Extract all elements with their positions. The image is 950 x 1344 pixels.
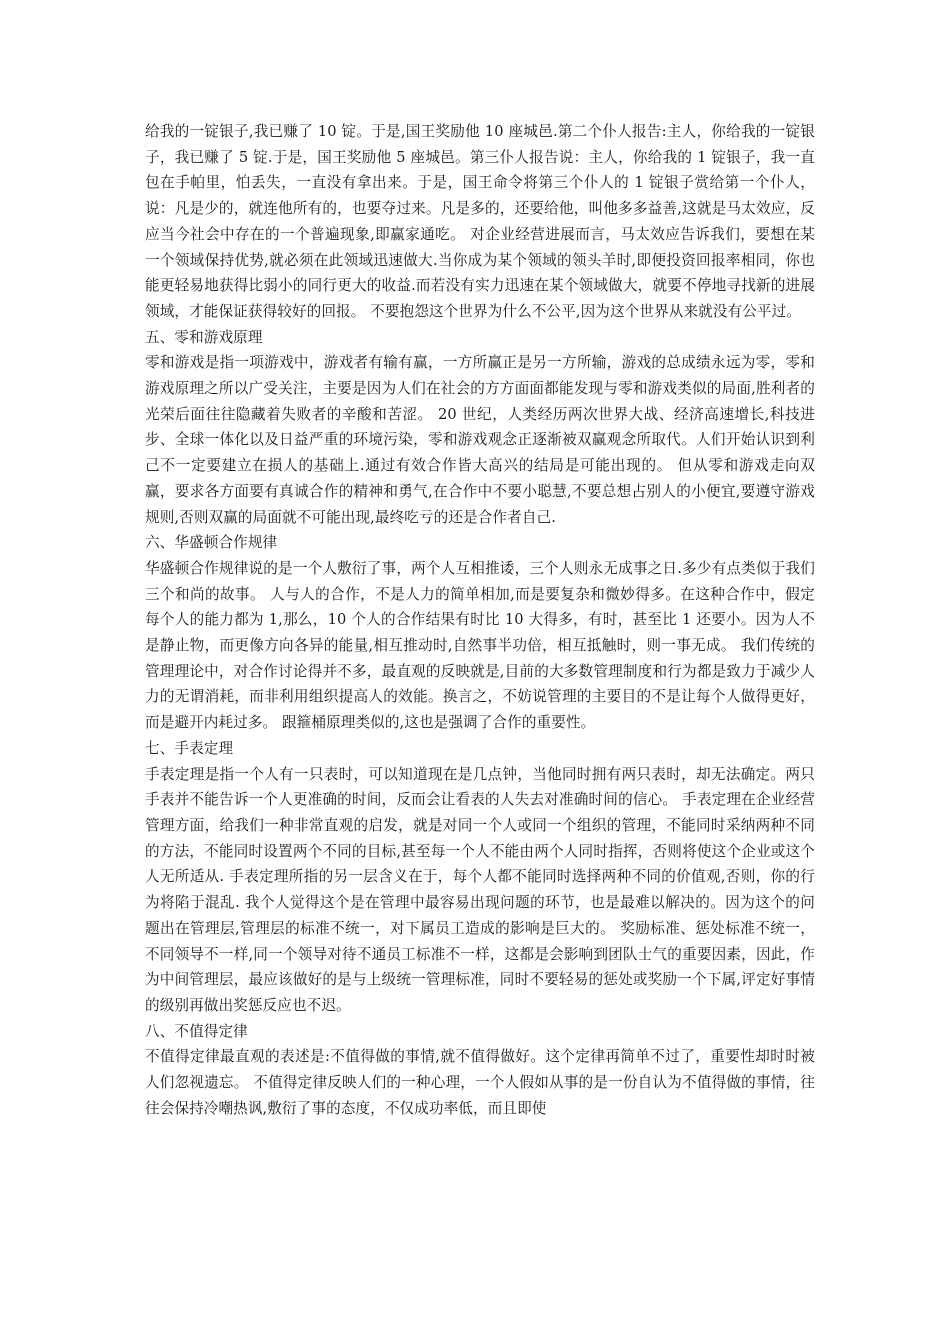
section-heading-washington: 六、华盛顿合作规律 bbox=[145, 534, 278, 552]
section-heading-zero-sum: 五、零和游戏原理 bbox=[145, 328, 263, 346]
paragraph-watch-theorem: 手表定理是指一个人有一只表时，可以知道现在是几点钟，当他同时拥有两只表时，却无法确定。两只手表并不能告诉一个人更准确的时间，反而会让看表的人失去对准确时间的信心。 手表定理在企业经营管理方面，给我们一种非常直观的启发，就是对同一个人或同一个组织的管理，不能同时采纳两种不同的方法，不能同时设置两个不同的目标,甚至每一个人不能由两个人同时指挥，否则将使这个企业或这个人无所适从. 手表定理所指的另一层含义在于，每个人都不能同时选择两种不同的价值观,否则，你的行为将陷于混乱. 我个人觉得这个是在管理中最容易出现问题的环节，也是最难以解决的。因为这个的问题出在管理层,管理层的标准不统一，对下属员工造成的影响是巨大的。 奖励标准、惩处标准不统一，不同领导不一样,同一个领导对待不通员工标准不一样，这都是会影响到团队士气的重要因素，因此，作为中间管理层，最应该做好的是与上级统一管理标准，同时不要轻易的惩处或奖励一个下属,评定好事情的级别再做出奖惩反应也不迟。 bbox=[145, 765, 815, 1014]
document-page bbox=[145, 119, 815, 1121]
paragraph-matthew-effect: 给我的一锭银子,我已赚了 10 锭。于是,国王奖励他 10 座城邑.第二个仆人报告:主人，你给我的一锭银子，我已赚了 5 锭.于是，国王奖励他 5 座城邑。第三仆人报告说：主人，你给我的 1 锭银子，我一直包在手帕里，怕丢失，一直没有拿出来。于是，国王命令将第三个仆人的 1 锭银子赏给第一个仆人，说：凡是少的，就连他所有的，也要夺过来。凡是多的，还要给他，叫他多多益善,这就是马太效应，反应当今社会中存在的一个普遍现象,即赢家通吃。 对企业经营进展而言，马太效应告诉我们，要想在某一个领域保持优势,就必须在此领域迅速做大.当你成为某个领域的领头羊时,即便投资回报率相同，你也能更轻易地获得比弱小的同行更大的收益.而若没有实力迅速在某个领域做大，就要不停地寻找新的进展领域，才能保证获得较好的回报。 不要抱怨这个世界为什么不公平,因为这个世界从来就没有公平过。 bbox=[145, 123, 815, 320]
paragraph-washington: 华盛顿合作规律说的是一个人敷衍了事，两个人互相推诿，三个人则永无成事之日.多少有点类似于我们三个和尚的故事。 人与人的合作，不是人力的简单相加,而是要复杂和微妙得多。在这种合作中，假定每个人的能力都为 1,那么，10 个人的合作结果有时比 10 大得多，有时，甚至比 1 还要小。因为人不是静止物，而更像方向各异的能量,相互推动时,自然事半功倍，相互抵触时，则一事无成。 我们传统的管理理论中，对合作讨论得并不多，最直观的反映就是,目前的大多数管理制度和行为都是致力于减少人力的无谓消耗，而非利用组织提高人的效能。换言之，不妨说管理的主要目的不是让每个人做得更好，而是避开内耗过多。 跟箍桶原理类似的,这也是强调了合作的重要性。 bbox=[145, 559, 815, 732]
paragraph-not-worth: 不值得定律最直观的表述是:不值得做的事情,就不值得做好。这个定律再简单不过了，重要性却时时被人们忽视遗忘。 不值得定律反映人们的一种心理，一个人假如从事的是一份自认为不值得做的事情，往往会保持冷嘲热讽,敷衍了事的态度，不仅成功率低，而且即使 bbox=[145, 1048, 815, 1117]
section-heading-not-worth: 八、不值得定律 bbox=[145, 1022, 248, 1040]
paragraph-zero-sum: 零和游戏是指一项游戏中，游戏者有输有赢，一方所赢正是另一方所输，游戏的总成绩永远为零，零和游戏原理之所以广受关注，主要是因为人们在社会的方方面面都能发现与零和游戏类似的局面,胜利者的光荣后面往往隐藏着失败者的辛酸和苦涩。 20 世纪，人类经历两次世界大战、经济高速增长,科技进步、全球一体化以及日益严重的环境污染，零和游戏观念正逐渐被双赢观念所取代。人们开始认识到利己不一定要建立在损人的基础上.通过有效合作皆大高兴的结局是可能出现的。 但从零和游戏走向双赢，要求各方面要有真诚合作的精神和勇气,在合作中不要小聪慧,不要总想占别人的小便宜,要遵守游戏规则,否则双赢的局面就不可能出现,最终吃亏的还是合作者自己. bbox=[145, 354, 815, 526]
section-heading-watch-theorem: 七、手表定理 bbox=[145, 739, 234, 757]
